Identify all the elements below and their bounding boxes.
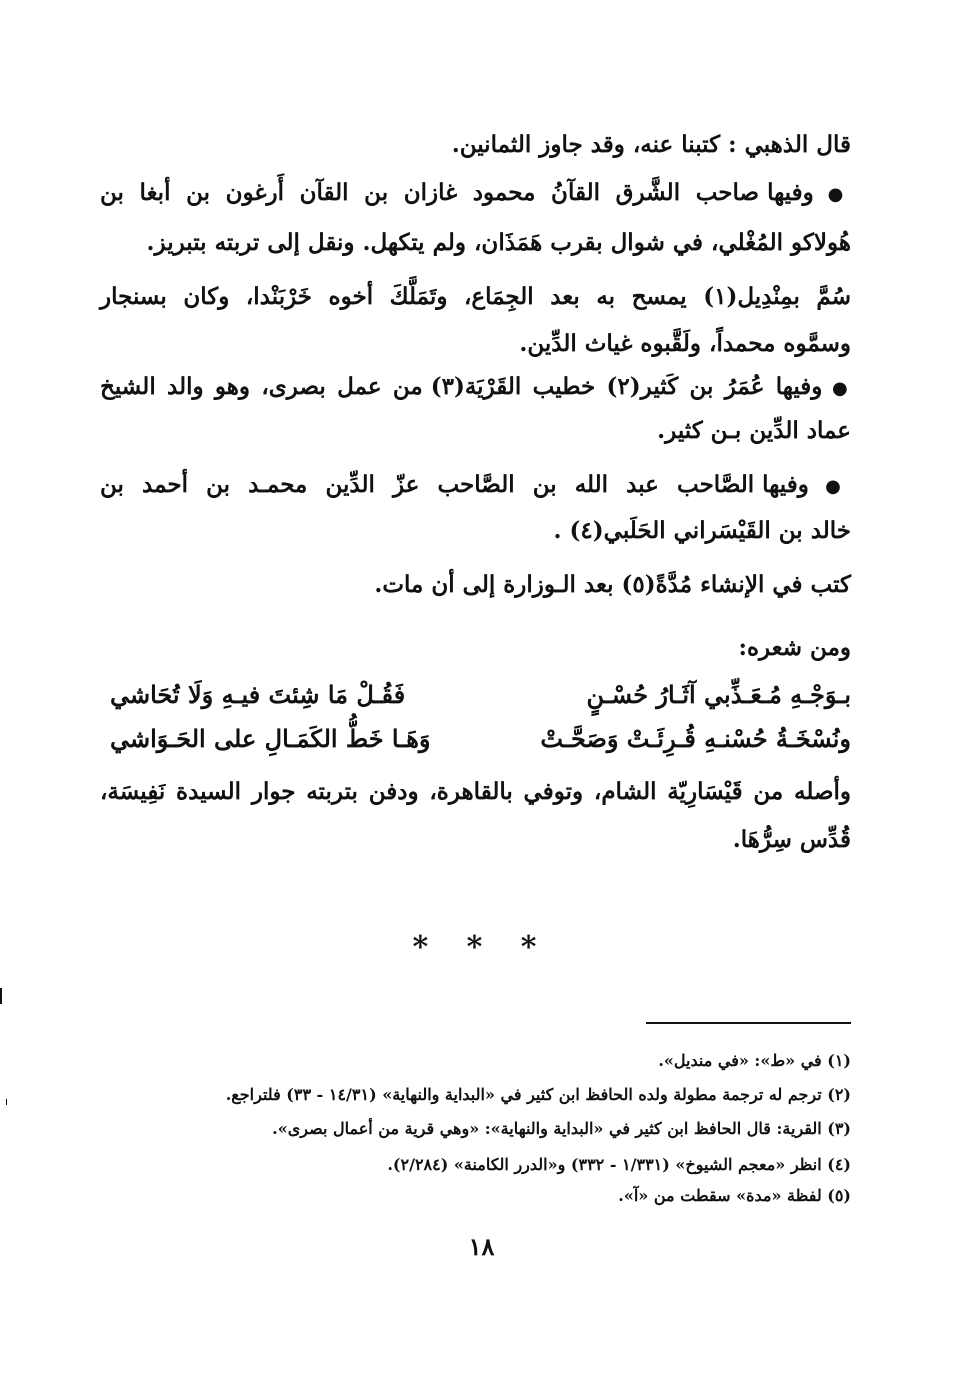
body-line: خالد بن القَيْسَراني الحَلَبي(٤) . — [553, 517, 851, 544]
body-line: قُدِّس سِرُّهَا. — [732, 826, 851, 853]
scan-edge-mark — [0, 988, 2, 1004]
body-line: ● وفيها عُمَرُ بن كَثير(٢) خطيب القَرْيَة(٣) من عمل بصرى، وهو والد الشيخ — [100, 370, 851, 406]
body-line: قال الذهبي : كتبنا عنه، وقد جاوز الثمانين. — [451, 131, 851, 158]
footnote: (٤) انظر «معجم الشيوخ» (١/٣٣١ - ٣٣٢) و«الدرر الكامنة» (٢/٢٨٤). — [387, 1155, 851, 1174]
body-line: سُمَّ بمِنْدِيل(١) يمسح به بعد الجِمَاع، وتَمَلَّكَ أخوه خَرْبَنْدا، وكان بسنجار — [100, 283, 852, 310]
footnote: (١) في «ط»: «في منديل». — [658, 1051, 851, 1070]
verse-left-hemistich: وَهَـا خَطُّ الكَمَـالِ على الحَـوَاشي — [110, 724, 431, 753]
section-separator: * * * — [412, 930, 551, 965]
page-number: ١٨ — [468, 1232, 495, 1261]
verse-right-hemistich: بـوَجْـهِ مُـعَـذِّبي آثَـارُ حُسْـنٍ — [586, 680, 851, 709]
body-line: ● وفيها الصَّاحب عبد الله بن الصَّاحب عزّ الدِّين محمـد بن أحمد بن — [100, 468, 851, 504]
body-line: ومن شعره: — [738, 634, 851, 661]
footnote: (٣) القرية: قال الحافظ ابن كثير في «البداية والنهاية»: «وهي قرية من أعمال بصرى». — [272, 1119, 851, 1138]
body-line: ● وفيها صاحب الشَّرق القآنُ محمود غازان بن القآن أَرغون بن أبغا بن — [100, 176, 851, 212]
body-line: وأصله من قَيْسَارِيّة الشام، وتوفي بالقاهرة، ودفن بتربته جوار السيدة نَفِيسَة، — [100, 778, 851, 805]
footnote: (٢) ترجم له ترجمة مطولة ولده الحافظ ابن كثير في «البداية والنهاية» (١٤/٣١ - ٣٣) فلتراجع. — [225, 1085, 851, 1104]
body-line: كتب في الإنشاء مُدَّةً(٥) بعد الـوزارة إلى أن مات. — [374, 571, 851, 598]
verse-right-hemistich: ونُسْخَـةُ حُسْنـهِ قُـرِئَـتْ وَصَحَّـتْ — [540, 724, 851, 753]
body-line: وسمَّوه محمداً، ولَقَّبوه غياث الدِّين. — [519, 330, 851, 357]
body-line: هُولاكو المُغْلي، في شوال بقرب هَمَذَان، ولم يتكهل. ونقل إلى تربته بتبريز. — [146, 229, 851, 256]
scan-edge-mark — [6, 1099, 7, 1105]
footnote: (٥) لفظة «مدة» سقطت من «آ». — [618, 1186, 851, 1205]
footnote-rule — [646, 1022, 851, 1024]
verse-left-hemistich: فَقُـلْ مَا شِئتَ فيـهِ وَلَا تُحَاشي — [110, 680, 406, 709]
body-line: عماد الدِّين بـن كثير. — [657, 417, 851, 444]
